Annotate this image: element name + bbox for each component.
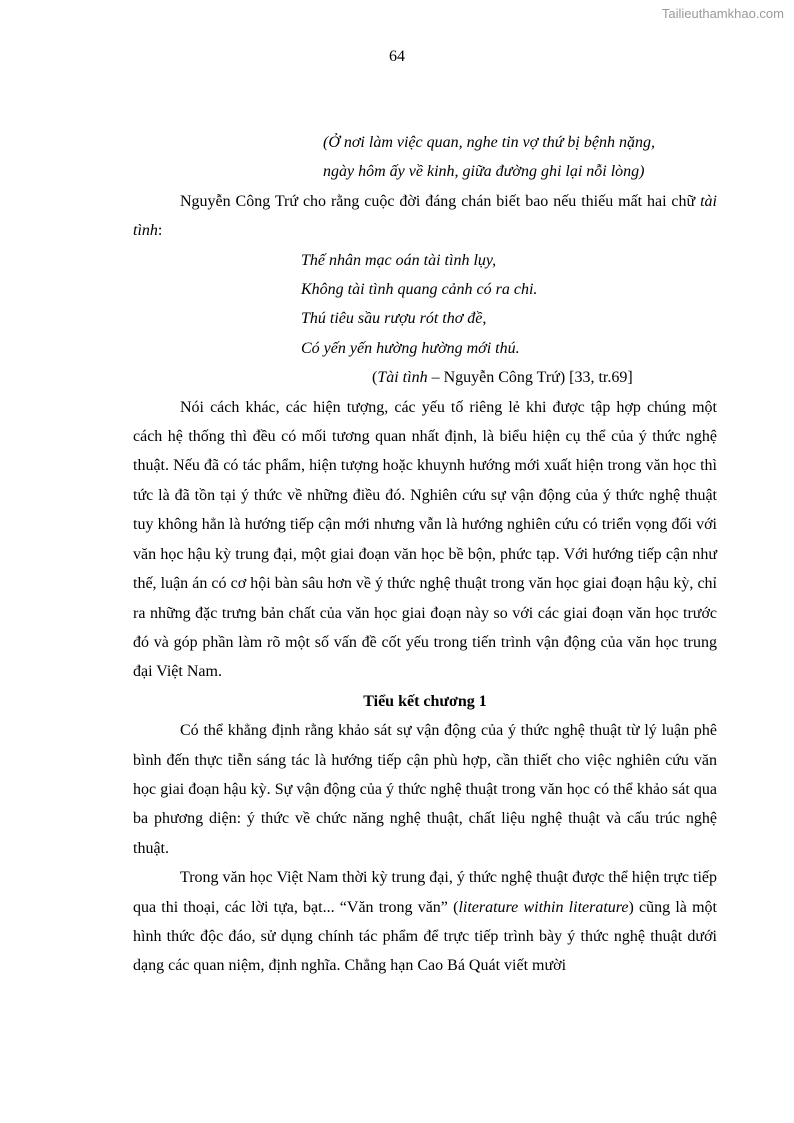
intro-paragraph: [133, 187, 717, 246]
body-paragraph-3: [133, 863, 717, 981]
poem-line: Có yến yến hường hường mới thú.: [301, 339, 520, 357]
paragraph-3-emphasis: literature within literature: [458, 898, 629, 916]
note-line: ngày hôm ấy về kinh, giữa đường ghi lại nỗi lòng): [323, 163, 645, 181]
citation-rest: – Nguyễn Công Trứ) [33, tr.69]: [427, 369, 633, 387]
page-body: [133, 128, 717, 981]
poem-title-note: [133, 128, 717, 187]
section-heading: Tiểu kết chương 1: [363, 692, 487, 710]
citation-open: (: [372, 369, 378, 387]
paragraph-3-before: Trong văn học Việt Nam thời kỳ trung đại, ý thức nghệ thuật được thể hiện trực tiếp qua thi thoại, các lời tựa, bạt... “Văn trong văn” (: [133, 869, 717, 916]
paragraph-3-after: ) cũng là một hình thức độc đáo, sử dụng chính tác phẩm để trực tiếp trình bày ý thức nghệ thuật dưới dạng các quan niệm, định nghĩa. Chẳng hạn Cao Bá Quát viết mười: [133, 898, 717, 975]
intro-end: :: [157, 222, 163, 240]
body-paragraph-2: Có thể khẳng định rằng khảo sát sự vận động của ý thức nghệ thuật từ lý luận phê bình đến thực tiễn sáng tác là hướng tiếp cận phù hợp, cần thiết cho việc nghiên cứu văn học giai đoạn hậu kỳ. Sự vận động của ý thức nghệ thuật trong văn học có thể khảo sát qua ba phương diện: ý thức về chức năng nghệ thuật, chất liệu nghệ thuật và cấu trúc nghệ thuật.: [133, 722, 717, 857]
intro-emphasis: tài tình: [133, 192, 717, 240]
poem-line: Không tài tình quang cảnh có ra chi.: [301, 281, 538, 299]
body-paragraph-1: Nói cách khác, các hiện tượng, các yếu tố riêng lẻ khi được tập hợp chúng một cách hệ thống thì đều có mối tương quan nhất định, là biểu hiện cụ thể của ý thức nghệ thuật. Nếu đã có tác phẩm, hiện tượng hoặc khuynh hướng mới xuất hiện trong văn học thì tức là đã tồn tại ý thức về những điều đó. Nghiên cứu sự vận động của ý thức nghệ thuật tuy không hẳn là hướng tiếp cận mới nhưng vẫn là hướng nghiên cứu có triển vọng đối với văn học hậu kỳ trung đại, một giai đoạn văn học bề bộn, phức tạp. Với hướng tiếp cận như thế, luận án có cơ hội bàn sâu hơn về ý thức nghệ thuật trong văn học giai đoạn hậu kỳ, chỉ ra những đặc trưng bản chất của văn học giai đoạn này so với các giai đoạn văn học trước đó và góp phần làm rõ một số vấn đề cốt yếu trong tiến trình vận động của văn học trung đại Việt Nam.: [133, 398, 717, 681]
note-line: (Ở nơi làm việc quan, nghe tin vợ thứ bị bệnh nặng,: [323, 134, 655, 151]
citation-title: Tài tình: [377, 369, 428, 387]
poem-line: Thú tiêu sầu rượu rót thơ đề,: [301, 310, 487, 328]
intro-text: Nguyễn Công Trứ cho rằng cuộc đời đáng chán biết bao nếu thiếu mất hai chữ: [180, 192, 701, 210]
poem-line: Thế nhân mạc oán tài tình lụy,: [301, 251, 497, 269]
poem-citation: [133, 363, 717, 392]
poem-quote: [133, 246, 717, 364]
watermark: Tailieuthamkhao.com: [661, 6, 784, 21]
page-number: 64: [389, 48, 405, 65]
